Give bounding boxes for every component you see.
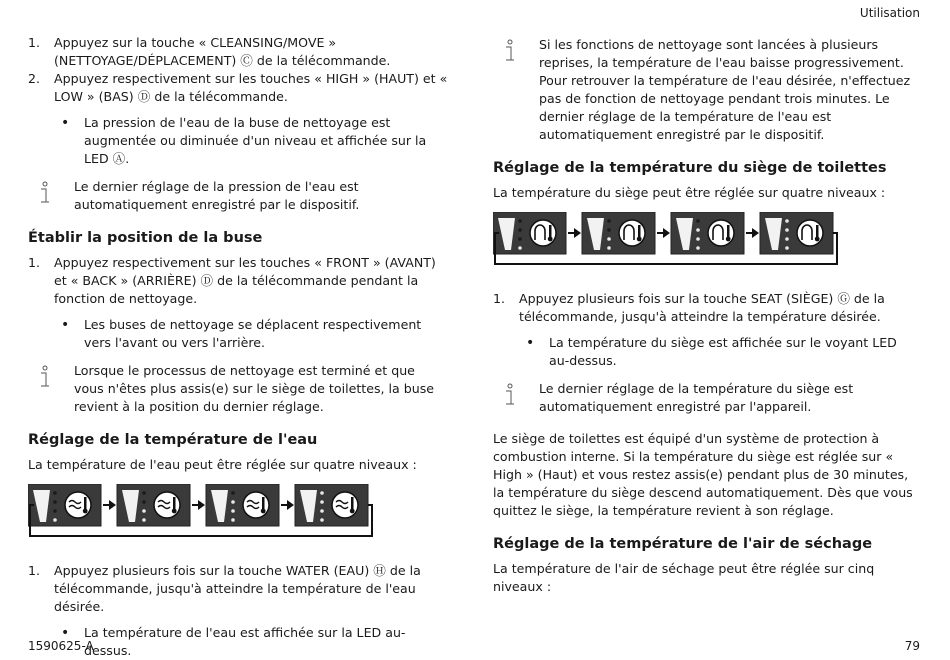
info-icon <box>503 383 517 407</box>
heading-air-temperature: Réglage de la température de l'air de séchage <box>493 536 873 552</box>
thermometer-bulb <box>350 509 355 514</box>
thermometer-icon <box>727 225 730 237</box>
intro-text: La température de l'air de séchage peut être réglée sur cinq niveaux : <box>493 561 875 594</box>
bullet-icon: • <box>526 335 535 351</box>
arrow-head <box>109 500 116 510</box>
step-number: 1. <box>28 255 41 270</box>
arrow-head <box>287 500 294 510</box>
note-text: Le dernier réglage de la température du siège est automatiquement enregistré par l'appareil. <box>539 381 854 414</box>
thermometer-bulb <box>83 509 88 514</box>
step-1 <box>28 562 448 616</box>
bullet-icon: • <box>61 317 70 333</box>
seat-level-panel <box>582 212 655 254</box>
step-number: 1. <box>493 291 506 306</box>
step-2 <box>28 70 448 106</box>
arrow-head <box>752 228 759 238</box>
led-dot <box>607 246 611 250</box>
seat-temperature-icon <box>619 220 645 246</box>
arrow-head <box>198 500 205 510</box>
seat-temperature-icon <box>530 220 556 246</box>
info-note <box>493 36 921 144</box>
right-column <box>493 34 921 596</box>
thermometer-bulb <box>637 237 642 242</box>
thermometer-bulb <box>726 237 731 242</box>
led-dot <box>696 246 700 250</box>
protection-paragraph: Le siège de toilettes est équipé d'un système de protection à combustion interne. Si la température du siège est réglée sur « High » (Haut) et vous restez assis(e) pendant plus de 30 minutes, la température du siège descend automatiquement. Dès que vous quittez le siège, la température revient à son réglage. <box>493 431 913 518</box>
thermometer-icon <box>816 225 819 237</box>
water-temperature-icon <box>243 492 269 518</box>
led-dot <box>53 518 57 522</box>
heading-nozzle-position: Établir la position de la buse <box>28 230 263 246</box>
left-column <box>28 34 448 660</box>
water-level-panel <box>206 484 279 526</box>
led-dot <box>320 518 324 522</box>
step-number: 1. <box>28 35 41 50</box>
intro-text: La température du siège peut être réglée sur quatre niveaux : <box>493 185 886 200</box>
led-dot <box>518 246 522 250</box>
bullet-icon: • <box>61 115 70 131</box>
led-dot <box>785 237 789 241</box>
note-text: Si les fonctions de nettoyage sont lancées à plusieurs reprises, la température de l'eau baisse progressivement. Pour retrouver la température de l'eau désirée, n'effectuez pas de fonction de nettoyage pendant trois minutes. Le dernier réglage de la température de l'eau est automatiquement enregistré par le dispositif. <box>539 37 911 142</box>
step-text: Appuyez respectivement sur les touches « HIGH » (HAUT) et « LOW » (BAS) Ⓓ de la télécommande. <box>54 71 448 104</box>
seat-temperature-sequence <box>493 212 921 284</box>
arrow-head <box>663 228 670 238</box>
water-level-diagram <box>28 484 448 556</box>
step-text: Appuyez respectivement sur les touches « FRONT » (AVANT) et « BACK » (ARRIÈRE) Ⓓ de la télécommande pendant la fonction de nettoyage. <box>54 255 436 306</box>
led-dot <box>607 219 611 223</box>
arrow-head <box>574 228 581 238</box>
thermometer-icon <box>549 225 552 237</box>
section-header: Utilisation <box>859 6 920 20</box>
led-dot <box>142 491 146 495</box>
led-dot <box>785 246 789 250</box>
led-dot <box>231 518 235 522</box>
bullet-item <box>493 334 921 370</box>
led-dot <box>785 219 789 223</box>
info-icon <box>38 365 52 389</box>
info-note <box>28 362 448 416</box>
led-dot <box>53 500 57 504</box>
water-level-panel <box>28 484 101 526</box>
heading-water-temperature: Réglage de la température de l'eau <box>28 432 318 448</box>
step-text: Appuyez plusieurs fois sur la touche WATER (EAU) Ⓗ de la télécommande, jusqu'à atteindre la température de l'eau désirée. <box>54 563 421 614</box>
thermometer-icon <box>173 497 176 509</box>
led-dot <box>696 228 700 232</box>
led-dot <box>518 228 522 232</box>
seat-temperature-icon <box>797 220 823 246</box>
seat-temperature-icon <box>708 220 734 246</box>
bullet-icon: • <box>61 625 70 641</box>
bullet-text: La température de l'eau est affichée sur la LED au-dessus. <box>84 625 406 658</box>
led-dot <box>607 237 611 241</box>
thermometer-bulb <box>548 237 553 242</box>
info-note <box>493 380 921 416</box>
led-dot <box>231 500 235 504</box>
led-dot <box>142 518 146 522</box>
led-dot <box>696 237 700 241</box>
document-code: 1590625-A <box>28 639 94 653</box>
seat-level-panel <box>493 212 566 254</box>
water-temperature-icon <box>65 492 91 518</box>
bullet-item <box>28 114 448 168</box>
page-number: 79 <box>904 639 920 653</box>
led-dot <box>518 237 522 241</box>
step-text: Appuyez plusieurs fois sur la touche SEAT (SIÈGE) Ⓖ de la télécommande, jusqu'à atteindre la température désirée. <box>519 291 885 324</box>
note-text: Lorsque le processus de nettoyage est terminé et que vous n'êtes plus assis(e) sur le siège de toilettes, la buse revient à la position du dernier réglage. <box>74 363 435 414</box>
step-1 <box>493 290 921 326</box>
water-level-panel <box>295 484 368 526</box>
thermometer-icon <box>638 225 641 237</box>
thermometer-icon <box>262 497 265 509</box>
led-dot <box>53 491 57 495</box>
led-dot <box>231 491 235 495</box>
thermometer-bulb <box>815 237 820 242</box>
led-dot <box>518 219 522 223</box>
led-dot <box>142 509 146 513</box>
thermometer-bulb <box>172 509 177 514</box>
info-note <box>28 178 448 214</box>
led-dot <box>320 509 324 513</box>
bullet-item <box>28 316 448 352</box>
step-1 <box>28 34 448 70</box>
water-temperature-sequence <box>28 484 448 556</box>
seat-level-diagram <box>493 212 921 284</box>
step-1 <box>28 254 448 308</box>
info-icon <box>38 181 52 205</box>
intro-text: La température de l'eau peut être réglée sur quatre niveaux : <box>28 457 417 472</box>
water-temperature-icon <box>332 492 358 518</box>
led-dot <box>53 509 57 513</box>
thermometer-icon <box>84 497 87 509</box>
bullet-text: Les buses de nettoyage se déplacent respectivement vers l'avant ou vers l'arrière. <box>84 317 422 350</box>
water-temperature-icon <box>154 492 180 518</box>
led-dot <box>785 228 789 232</box>
step-number: 1. <box>28 563 41 578</box>
seat-level-panel <box>671 212 744 254</box>
thermometer-bulb <box>261 509 266 514</box>
led-dot <box>607 228 611 232</box>
info-icon <box>503 39 517 63</box>
thermometer-icon <box>351 497 354 509</box>
note-text: Le dernier réglage de la pression de l'eau est automatiquement enregistré par le dispositif. <box>74 179 360 212</box>
bullet-text: La température du siège est affichée sur le voyant LED au-dessus. <box>549 335 897 368</box>
step-text: Appuyez sur la touche « CLEANSING/MOVE » (NETTOYAGE/DÉPLACEMENT) Ⓒ de la télécommande. <box>54 35 391 68</box>
led-dot <box>231 509 235 513</box>
heading-seat-temperature: Réglage de la température du siège de toilettes <box>493 160 887 176</box>
led-dot <box>320 500 324 504</box>
led-dot <box>142 500 146 504</box>
seat-level-panel <box>760 212 833 254</box>
led-dot <box>696 219 700 223</box>
step-number: 2. <box>28 71 41 86</box>
bullet-text: La pression de l'eau de la buse de nettoyage est augmentée ou diminuée d'un niveau et affichée sur la LED Ⓐ. <box>84 115 427 166</box>
water-level-panel <box>117 484 190 526</box>
led-dot <box>320 491 324 495</box>
